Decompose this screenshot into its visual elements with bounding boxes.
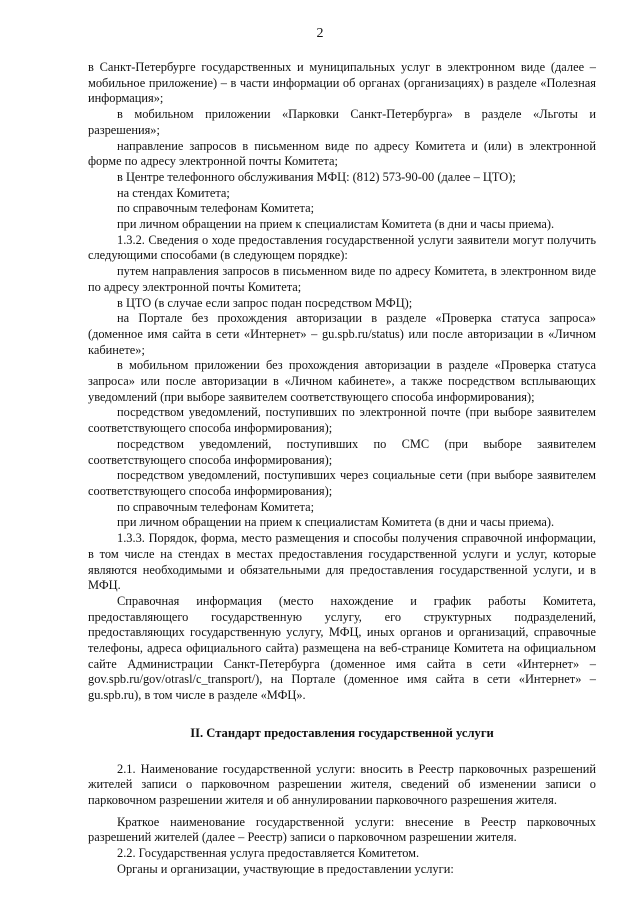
paragraph: Справочная информация (место нахождение и график работы Комитета, предоставляющего государственную услугу, его структурных подразделений, предоставляющих государственную услугу, МФЦ, иных органов и организаций, справочные телефоны, адреса официального сайта) размещена на веб-странице Комитета на официальном сайте Администрации Санкт-Петербурга (доменное имя сайта в сети «Интернет» – gov.spb.ru/gov/otrasl/c_transport/), на Портале (доменное имя сайта в сети «Интернет» – gu.spb.ru), в том числе в разделе «МФЦ».	[88, 593, 596, 703]
paragraph: 2.1. Наименование государственной услуги: вносить в Реестр парковочных разрешений жителей записи о парковочном разрешении жителя, сведений об изменении записи о парковочном разрешении жителя и об аннулировании парковочного разрешения жителя.	[88, 761, 596, 807]
paragraph: в мобильном приложении без прохождения авторизации в разделе «Проверка статуса запроса» или после авторизации в «Личном кабинете», а также посредством всплывающих уведомлений (при выборе заявителем соответствующего способа информирования);	[88, 358, 596, 404]
paragraph: в Санкт-Петербурге государственных и муниципальных услуг в электронном виде (далее – мобильное приложение) – в части информации об органах (организациях) в разделе «Полезная информация»;	[88, 60, 596, 106]
document-body	[88, 60, 596, 877]
paragraph: на стендах Комитета;	[117, 185, 230, 200]
paragraph: в ЦТО (в случае если запрос подан посредством МФЦ);	[117, 295, 413, 310]
paragraph: 2.2. Государственная услуга предоставляется Комитетом.	[117, 846, 420, 861]
paragraph: посредством уведомлений, поступивших через социальные сети (при выборе заявителем соответствующего способа информирования);	[88, 468, 596, 498]
paragraph: по справочным телефонам Комитета;	[117, 201, 315, 216]
page-number: 2	[316, 26, 324, 41]
paragraph: на Портале без прохождения авторизации в разделе «Проверка статуса запроса» (доменное имя сайта в сети «Интернет» – gu.spb.ru/status) или после авторизации в «Личном кабинете»;	[88, 311, 596, 357]
paragraph: при личном обращении на прием к специалистам Комитета (в дни и часы приема).	[117, 217, 555, 232]
paragraph: 1.3.2. Сведения о ходе предоставления государственной услуги заявители могут получить следующими способами (в следующем порядке):	[88, 232, 596, 263]
paragraph: по справочным телефонам Комитета;	[117, 499, 315, 514]
paragraph: Краткое наименование государственной услуги: внесение в Реестр парковочных разрешений жителей (далее – Реестр) записи о парковочном разрешении жителя.	[88, 814, 596, 845]
paragraph: в мобильном приложении «Парковки Санкт-Петербурга» в разделе «Льготы и разрешения»;	[88, 107, 596, 137]
paragraph: путем направления запросов в письменном виде по адресу Комитета, в электронном виде по адресу электронной почты Комитета;	[88, 264, 596, 294]
paragraph: в Центре телефонного обслуживания МФЦ: (812) 573-90-00 (далее – ЦТО);	[117, 169, 516, 184]
paragraph: посредством уведомлений, поступивших по электронной почте (при выборе заявителем соответствующего способа информирования);	[88, 405, 596, 436]
paragraph: направление запросов в письменном виде по адресу Комитета и (или) в электронной форме по адресу электронной почты Комитета;	[88, 138, 596, 169]
section-heading: II. Стандарт предоставления государственной услуги	[190, 725, 494, 740]
paragraph: Органы и организации, участвующие в предоставлении услуги:	[117, 861, 454, 876]
paragraph: посредством уведомлений, поступивших по СМС (при выборе заявителем соответствующего способа информирования);	[88, 436, 596, 467]
paragraph: при личном обращении на прием к специалистам Комитета (в дни и часы приема).	[117, 515, 555, 530]
paragraph: 1.3.3. Порядок, форма, место размещения и способы получения справочной информации, в том числе на стендах в местах предоставления государственной услуги и услуг, которые являются необходимыми и обязательными для предоставления государственной услуги, и в МФЦ.	[88, 531, 596, 593]
